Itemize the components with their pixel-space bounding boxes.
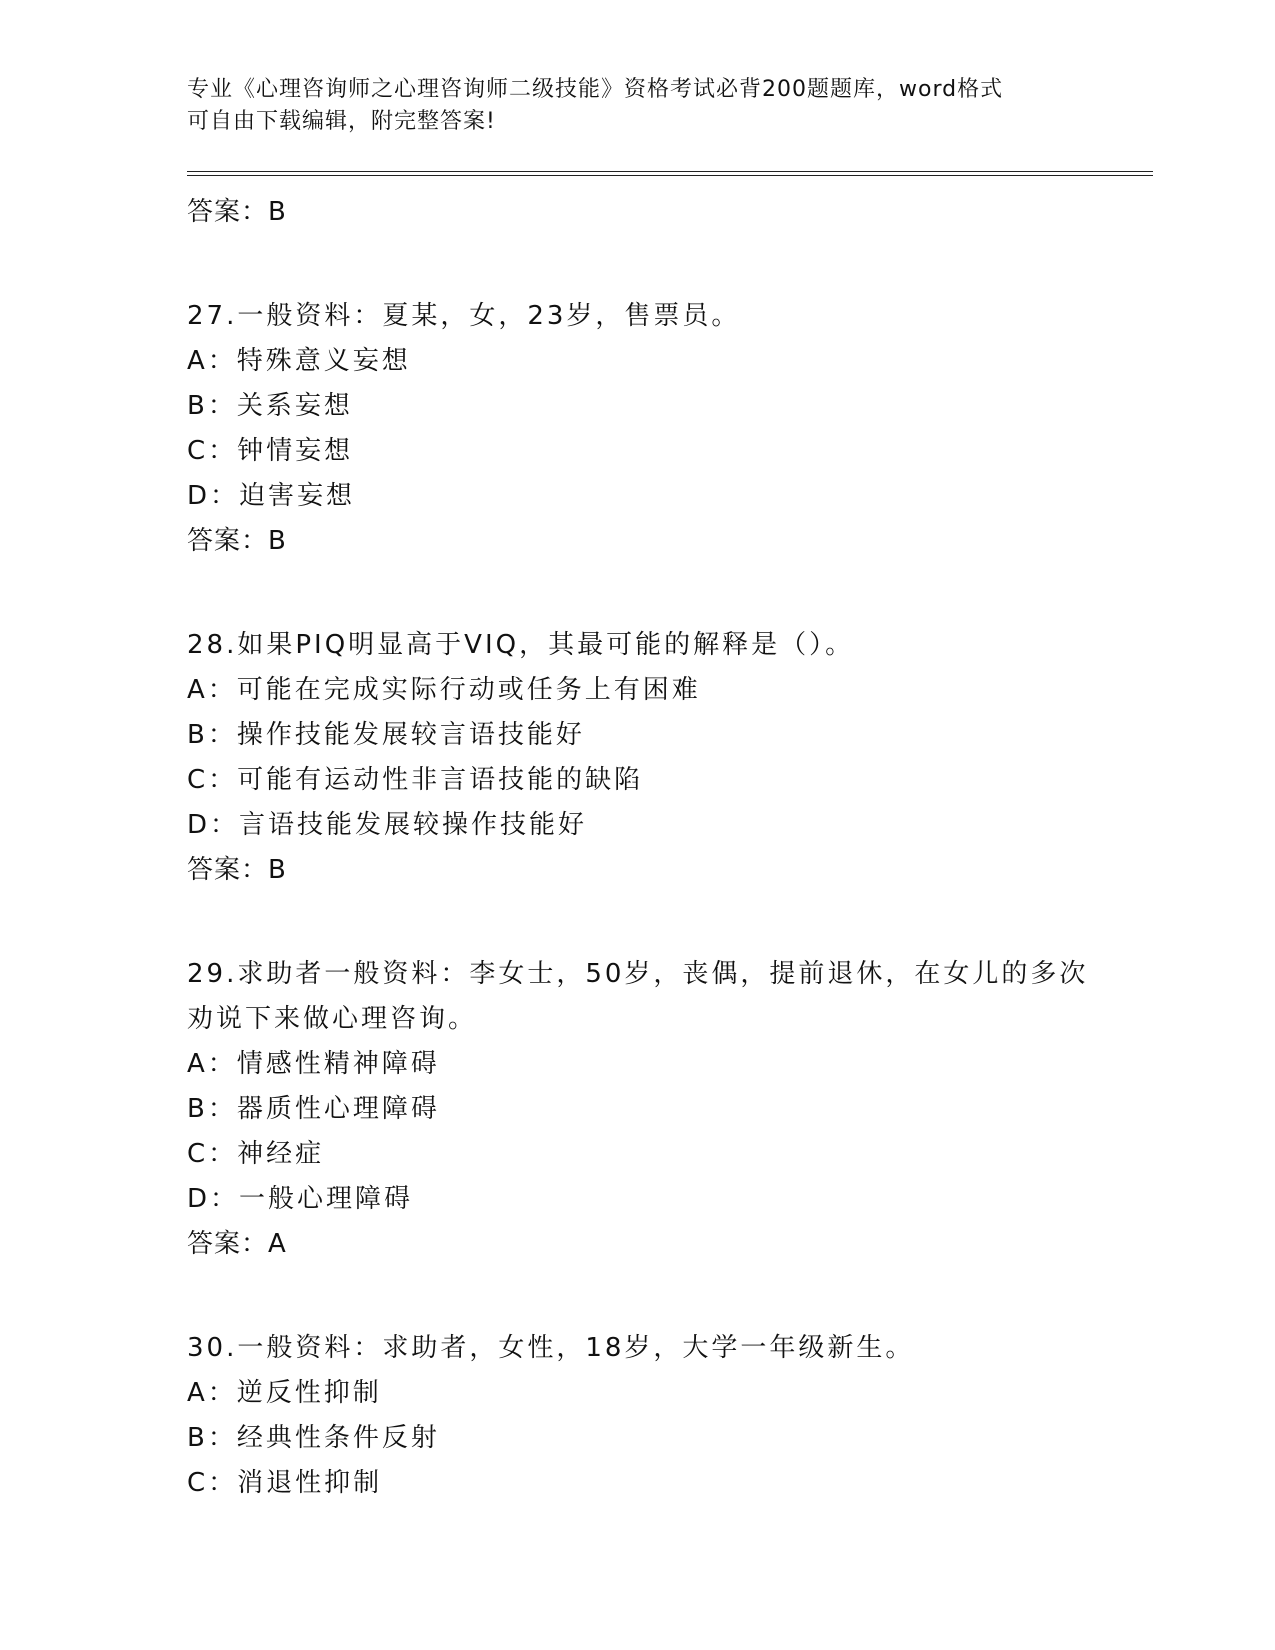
- option-b: B：经典性条件反射: [187, 1423, 440, 1453]
- question-28: [187, 623, 1127, 893]
- option-a: A：特殊意义妄想: [187, 346, 411, 376]
- answer-line: 答案：A: [187, 1229, 287, 1259]
- option-a: A：逆反性抑制: [187, 1378, 382, 1408]
- option-d: D：迫害妄想: [187, 481, 356, 511]
- question-stem-line-2: 劝说下来做心理咨询。: [187, 1004, 478, 1034]
- document-header: [187, 74, 1087, 138]
- question-stem: 27.一般资料：夏某，女，23岁，售票员。: [187, 301, 741, 331]
- question-list: [187, 190, 1127, 1506]
- option-c: C：消退性抑制: [187, 1468, 383, 1498]
- option-b: B：关系妄想: [187, 391, 353, 421]
- header-line-2: 可自由下载编辑，附完整答案!: [187, 109, 496, 134]
- option-b: B：操作技能发展较言语技能好: [187, 720, 585, 750]
- question-29: [187, 952, 1127, 1267]
- option-d: D：一般心理障碍: [187, 1184, 414, 1214]
- question-stem: 28.如果PIQ明显高于VIQ，其最可能的解释是（）。: [187, 630, 855, 660]
- option-d: D：言语技能发展较操作技能好: [187, 810, 588, 840]
- header-rule-bottom: [187, 175, 1153, 176]
- option-b: B：器质性心理障碍: [187, 1094, 440, 1124]
- option-a: A：情感性精神障碍: [187, 1049, 440, 1079]
- question-27: [187, 294, 1127, 564]
- answer-line: 答案：B: [187, 855, 287, 885]
- option-c: C：神经症: [187, 1139, 325, 1169]
- option-c: C：钟情妄想: [187, 436, 354, 466]
- question-30: [187, 1326, 1127, 1506]
- header-rule-top: [187, 171, 1153, 172]
- answer-line: 答案：B: [187, 526, 287, 556]
- option-c: C：可能有运动性非言语技能的缺陷: [187, 765, 644, 795]
- option-a: A：可能在完成实际行动或任务上有困难: [187, 675, 701, 705]
- header-line-1: 专业《心理咨询师之心理咨询师二级技能》资格考试必背200题题库，word格式: [187, 77, 1004, 102]
- question-stem: 30.一般资料：求助者，女性，18岁，大学一年级新生。: [187, 1333, 915, 1363]
- question-stem-line-1: 29.求助者一般资料：李女士，50岁，丧偶，提前退休，在女儿的多次: [187, 959, 1089, 989]
- answer-line: 答案：B: [187, 197, 287, 227]
